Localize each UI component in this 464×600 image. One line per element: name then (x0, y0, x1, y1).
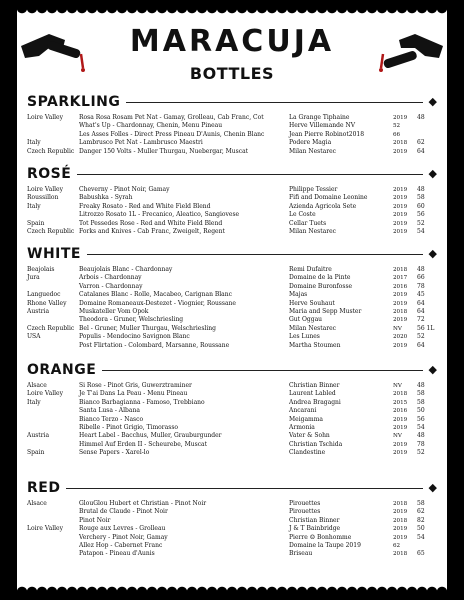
wine-row (27, 542, 437, 550)
region-cell: Spain (27, 219, 45, 227)
price-cell: 64 (417, 307, 425, 315)
wine-row (27, 114, 437, 122)
price-cell: 58 (417, 194, 425, 202)
wine-cell: Pinot Noir (79, 516, 111, 524)
producer-cell: Podere Magia (289, 139, 332, 147)
price-cell: 48 (417, 266, 425, 273)
vintage-cell: 2019 (393, 534, 408, 541)
producer-cell: Laurent Labled (289, 390, 336, 398)
producer-cell: Cellar Tuets (289, 219, 327, 227)
wine-cell: Himmel Auf Erden II - Scheurebe, Muscat (79, 440, 208, 448)
scalloped-border-bottom (17, 582, 447, 592)
scalloped-border-top (17, 8, 447, 18)
wine-cell: Catalanes Blanc - Rolle, Macabeo, Carignan Blanc (79, 291, 232, 299)
price-cell: 52 (417, 333, 425, 341)
logo-subtitle: BOTTLES (189, 64, 275, 83)
wine-cell: Si Rose - Pinot Gris, Guwerztraminer (79, 382, 192, 389)
vintage-cell: 2019 (393, 450, 408, 457)
wine-row (27, 300, 437, 308)
vintage-cell: 2019 (393, 148, 408, 155)
wine-rows (27, 186, 437, 236)
producer-cell: Domaine la Taupe 2019 (289, 541, 361, 549)
producer-cell: Les Lunes (289, 333, 320, 341)
price-cell: 52 (417, 449, 425, 457)
price-cell: 58 (417, 500, 425, 507)
wine-cell: Patapon - Pineau d'Aunis (79, 550, 155, 558)
wine-cell: Allez Hop - Cabernet Franc (79, 541, 163, 549)
producer-cell: Azienda Agricola Sete (289, 202, 357, 210)
price-cell: 62 (417, 139, 425, 147)
producer-cell: Milan Nestarec (289, 147, 336, 155)
hands-pouring-wine-icon (375, 26, 445, 76)
wine-row (27, 203, 437, 211)
wine-cell: Freaky Rosato - Red and White Field Blend (79, 202, 211, 210)
wine-row (27, 424, 437, 432)
vintage-cell: 66 (393, 131, 401, 138)
vintage-cell: NV (393, 433, 402, 440)
section-3 (27, 362, 437, 458)
wine-row (27, 382, 437, 390)
region-cell: Czech Republic (27, 324, 75, 332)
section-header (27, 246, 437, 262)
vintage-cell: 2019 (393, 203, 408, 210)
vintage-cell: 2019 (393, 212, 408, 219)
wine-row (27, 308, 437, 316)
price-cell: 50 (417, 525, 425, 533)
region-cell: Rhone Valley (27, 299, 67, 307)
region-cell: Loire Valley (27, 525, 63, 533)
vintage-cell: 2019 (393, 195, 408, 202)
region-cell: Alsace (27, 382, 47, 389)
wine-row (27, 131, 437, 139)
section-0 (27, 94, 437, 156)
region-cell: Italy (27, 398, 41, 406)
price-cell: 54 (417, 533, 425, 541)
region-cell: Roussillon (27, 194, 59, 202)
wine-row (27, 399, 437, 407)
diamond-ornament-icon: ◆ (428, 481, 437, 494)
producer-cell: Herve Villemande NV (289, 122, 356, 130)
producer-cell: Briseau (289, 550, 313, 558)
price-cell: 62 (417, 508, 425, 516)
wine-cell: Babushka - Syrah (79, 194, 133, 202)
section-header (27, 480, 437, 496)
diamond-ornament-icon: ◆ (428, 363, 437, 376)
wine-row (27, 432, 437, 440)
section-rule (27, 174, 423, 175)
price-cell: 48 (417, 382, 425, 389)
region-cell: Loire Valley (27, 186, 63, 193)
producer-cell: Jean Pierre Robinot2018 (289, 130, 365, 138)
producer-cell: Gut Oggau (289, 316, 323, 324)
wine-row (27, 220, 437, 228)
vintage-cell: 2019 (393, 416, 408, 423)
wine-row (27, 122, 437, 130)
wine-cell: Heart Label - Bacchus, Muller, Grauburgunder (79, 432, 222, 440)
producer-cell: Herve Souhaut (289, 299, 335, 307)
vintage-cell: 2018 (393, 140, 408, 147)
producer-cell: Le Coste (289, 211, 316, 219)
wine-cell: Je T'ai Dans La Peau - Menu Pineau (79, 390, 188, 398)
wine-row (27, 342, 437, 350)
vintage-cell: NV (393, 325, 402, 332)
price-cell: 66 (417, 274, 425, 282)
wine-row (27, 266, 437, 274)
wine-cell: Post Flirtation - Colombard, Marsanne, Roussane (79, 341, 230, 349)
vintage-cell: 2019 (393, 317, 408, 324)
region-cell: Spain (27, 449, 45, 457)
wine-row (27, 148, 437, 156)
vintage-cell: 2016 (393, 283, 408, 290)
wine-row (27, 228, 437, 236)
price-cell: 48 (417, 186, 425, 193)
region-cell: Austria (27, 432, 50, 440)
wine-cell: Arbois - Chardonnay (79, 274, 142, 282)
producer-cell: Andrea Bragagni (289, 398, 341, 406)
region-cell: USA (27, 333, 41, 341)
wine-row (27, 274, 437, 282)
vintage-cell: 2019 (393, 509, 408, 516)
region-cell: Beajolais (27, 266, 55, 273)
producer-cell: Christian Binner (289, 516, 340, 524)
wine-cell: Domaine Romaneaux-Destezet - Viognier, Roussane (79, 299, 236, 307)
price-cell: 60 (417, 202, 425, 210)
price-cell: 65 (417, 550, 425, 558)
wine-cell: Bianco Terzo - Nasco (79, 415, 144, 423)
wine-cell: Forks and Knives - Cab Franc, Zweigelt, Regent (79, 227, 225, 235)
price-cell: 54 (417, 423, 425, 431)
section-4 (27, 480, 437, 559)
wine-cell: GlouGlou Hubert et Christian - Pinot Noir (79, 500, 207, 507)
producer-cell: Meigamma (289, 415, 323, 423)
producer-cell: Vater & Sohn (289, 432, 330, 440)
price-cell: 48 (417, 432, 425, 440)
region-cell: Czech Republic (27, 147, 75, 155)
wine-cell: Sense Papers - Xarel-lo (79, 449, 150, 457)
wine-cell: Danger 150 Volts - Muller Thurgau, Nuebergar, Muscat (79, 147, 249, 155)
producer-cell: Pierre ☺ Bonhomme (289, 533, 352, 541)
wine-cell: Bianco Barbagianna - Famoso, Trebbiano (79, 398, 205, 406)
vintage-cell: 2019 (393, 441, 408, 448)
price-cell: 48 (417, 114, 425, 121)
price-cell: 78 (417, 440, 425, 448)
vintage-cell: 2019 (393, 220, 408, 227)
wine-cell: What's Up - Chardonnay, Chenin, Menu Pineau (79, 122, 223, 130)
vintage-cell: 52 (393, 123, 401, 130)
wine-row (27, 407, 437, 415)
producer-cell: Philippe Tessier (289, 186, 338, 193)
vintage-cell: 2019 (393, 300, 408, 307)
section-rule (27, 488, 423, 489)
vintage-cell: NV (393, 383, 402, 389)
menu-header (17, 22, 447, 102)
price-cell: 54 (417, 227, 425, 235)
section-title: ORANGE (27, 362, 102, 378)
wine-cell: Bel - Gruner, Muller Thurgau, Welschriesling (79, 324, 216, 332)
wine-rows (27, 382, 437, 458)
producer-cell: La Grange Tiphaine (289, 114, 350, 121)
wine-rows (27, 266, 437, 350)
producer-cell: Domaine Buronfosse (289, 282, 353, 290)
wine-rows (27, 114, 437, 156)
vintage-cell: 2019 (393, 424, 408, 431)
wine-cell: Theodora - Gruner, Welschriesling (79, 316, 184, 324)
region-cell: Italy (27, 139, 41, 147)
wine-row (27, 291, 437, 299)
wine-row (27, 325, 437, 333)
wine-row (27, 186, 437, 194)
producer-cell: Domaine de la Pinte (289, 274, 351, 282)
vintage-cell: 2019 (393, 187, 408, 193)
wine-cell: Les Asses Folles - Direct Press Pineau D'Aunis, Chenin Blanc (79, 130, 265, 138)
section-title: SPARKLING (27, 94, 126, 110)
wine-cell: Beaujolais Blanc - Chardonnay (79, 266, 173, 273)
wine-row (27, 316, 437, 324)
wine-cell: Cheverny - Pinot Noir, Gamay (79, 186, 170, 193)
vintage-cell: 2020 (393, 334, 408, 341)
vintage-cell: 62 (393, 542, 401, 549)
wine-row (27, 139, 437, 147)
region-cell: Alsace (27, 500, 47, 507)
vintage-cell: 2019 (393, 228, 408, 235)
diamond-ornament-icon: ◆ (428, 95, 437, 108)
producer-cell: Majas (289, 291, 308, 299)
diamond-ornament-icon: ◆ (428, 247, 437, 260)
vintage-cell: 2018 (393, 308, 408, 315)
vintage-cell: 2019 (393, 342, 408, 349)
wine-cell: Varron - Chardonnay (79, 282, 143, 290)
producer-cell: Christian Tschida (289, 440, 343, 448)
price-cell: 82 (417, 516, 425, 524)
logo-title: MARACUJA (129, 24, 335, 59)
price-cell: 58 (417, 390, 425, 398)
wine-row (27, 211, 437, 219)
price-cell: 64 (417, 299, 425, 307)
producer-cell: Milan Nestarec (289, 324, 336, 332)
section-title: ROSÉ (27, 166, 77, 182)
wine-row (27, 517, 437, 525)
producer-cell: Remi Dufaitre (289, 266, 332, 273)
vintage-cell: 2018 (393, 501, 408, 507)
vintage-cell: 2019 (393, 292, 408, 299)
wine-cell: Muskateller Vom Opok (79, 307, 149, 315)
section-header (27, 94, 437, 110)
section-header (27, 362, 437, 378)
wine-cell: Ribelle - Pinot Grigio, Timorasso (79, 423, 179, 431)
section-title: WHITE (27, 246, 87, 262)
price-cell: 50 (417, 407, 425, 415)
price-cell: 45 (417, 291, 425, 299)
wine-cell: Santa Lusa - Albana (79, 407, 140, 415)
section-2 (27, 246, 437, 350)
wine-row (27, 508, 437, 516)
producer-cell: Pirouettes (289, 500, 321, 507)
wine-cell: Populis - Mendocino Savignon Blanc (79, 333, 190, 341)
wine-row (27, 525, 437, 533)
vintage-cell: 2017 (393, 275, 408, 282)
vintage-cell: 2019 (393, 526, 408, 533)
producer-cell: Fifi and Domaine Leonine (289, 194, 368, 202)
price-cell: 72 (417, 316, 425, 324)
wine-rows (27, 500, 437, 559)
producer-cell: Pirouettes (289, 508, 321, 516)
wine-cell: Tot Pessedes Rose - Red and White Field Blend (79, 219, 223, 227)
price-cell: 56 (417, 415, 425, 423)
vintage-cell: 2019 (393, 115, 408, 121)
wine-cell: Verchery - Pinot Noir, Gamay (79, 533, 168, 541)
price-cell: 56 (417, 211, 425, 219)
producer-cell: Martha Stoumen (289, 341, 341, 349)
price-cell: 64 (417, 147, 425, 155)
wine-row (27, 416, 437, 424)
wine-cell: Lambrusco Pet Nat - Lambrusco Maestri (79, 139, 203, 147)
vintage-cell: 2015 (393, 399, 408, 406)
producer-cell: Milan Nestarec (289, 227, 336, 235)
wine-cell: Brutal de Claude - Pinot Noir (79, 508, 168, 516)
section-title: RED (27, 480, 66, 496)
vintage-cell: 2018 (393, 551, 408, 558)
region-cell: Italy (27, 202, 41, 210)
wine-row (27, 441, 437, 449)
producer-cell: Ancarani (289, 407, 317, 415)
price-cell: 64 (417, 341, 425, 349)
section-1 (27, 166, 437, 236)
wine-cell: Rosa Rosa Rosam Pet Nat - Gamay, Grolleau, Cab Franc, Cot (79, 114, 264, 121)
region-cell: Loire Valley (27, 390, 63, 398)
price-cell: 78 (417, 282, 425, 290)
wine-row (27, 390, 437, 398)
menu-card (17, 8, 447, 592)
wine-row (27, 449, 437, 457)
producer-cell: Maria and Sepp Muster (289, 307, 362, 315)
vintage-cell: 2018 (393, 517, 408, 524)
wine-row (27, 194, 437, 202)
region-cell: Languedoc (27, 291, 61, 299)
vintage-cell: 2018 (393, 391, 408, 398)
region-cell: Czech Republic (27, 227, 75, 235)
vintage-cell: 2018 (393, 267, 408, 273)
wine-cell: Litrozzo Rosato 1L - Frecanico, Aleatico, Sangiovese (79, 211, 240, 219)
region-cell: Austria (27, 307, 50, 315)
producer-cell: Armonia (289, 423, 315, 431)
region-cell: Jura (27, 274, 40, 282)
wine-row (27, 534, 437, 542)
region-cell: Loire Valley (27, 114, 63, 121)
producer-cell: Christian Binner (289, 382, 340, 389)
price-cell: 52 (417, 219, 425, 227)
producer-cell: Clandestine (289, 449, 326, 457)
wine-cell: Rouge aux Levres - Grolleau (79, 525, 166, 533)
wine-row (27, 283, 437, 291)
diamond-ornament-icon: ◆ (428, 167, 437, 180)
section-header (27, 166, 437, 182)
wine-row (27, 500, 437, 508)
wine-row (27, 550, 437, 558)
producer-cell: J & T Bainbridge (289, 525, 341, 533)
wine-row (27, 333, 437, 341)
price-cell: 56 1L (417, 324, 435, 332)
price-cell: 58 (417, 398, 425, 406)
vintage-cell: 2016 (393, 408, 408, 415)
